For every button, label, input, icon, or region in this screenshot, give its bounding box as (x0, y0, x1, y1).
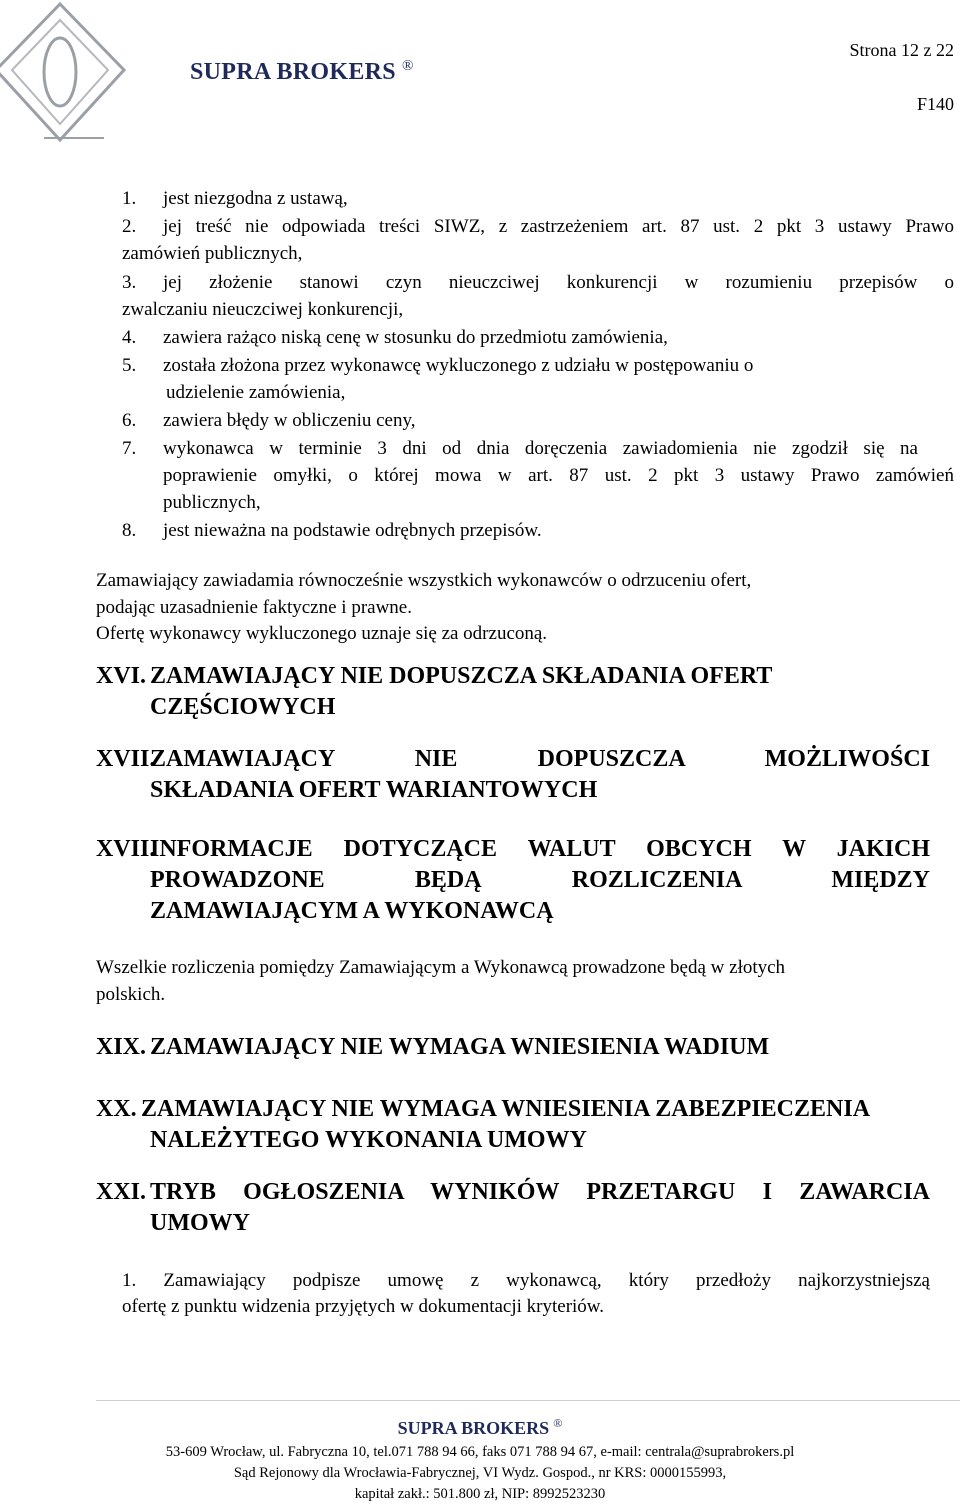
list-item: jej treść nie odpowiada treści SIWZ, z zastrzeżeniem art. 87 ust. 2 pkt 3 ustawy Prawo (163, 216, 954, 237)
list-item-cont: publicznych, (163, 492, 261, 513)
section-title: ZAMAWIAJĄCY NIE DOPUSZCZA SKŁADANIA OFERT (150, 663, 773, 689)
footer-brand: SUPRA BROKERS ® (397, 1416, 563, 1438)
section-heading-xvi (96, 661, 956, 723)
section-number: XXI. (96, 1179, 147, 1205)
section-heading-xvii-b (96, 834, 956, 928)
section-title-cont: ZAMAWIAJĄCYM A WYKONAWCĄ (150, 898, 554, 924)
list-item: zawiera błędy w obliczeniu ceny, (163, 410, 416, 431)
list-item: zawiera rażąco niską cenę w stosunku do przedmiotu zamówienia, (163, 327, 668, 348)
paragraph-line: podając uzasadnienie faktyczne i prawne. (96, 597, 412, 618)
section-heading-xx (96, 1094, 956, 1156)
list-item: jej złożenie stanowi czyn nieuczciwej konkurencji w rozumieniu przepisów o (163, 272, 954, 293)
list-number: 4. (122, 327, 137, 348)
footer-capital: kapitał zakł.: 501.800 zł, NIP: 8992523230 (354, 1486, 606, 1502)
footer-address: 53-609 Wrocław, ul. Fabryczna 10, tel.071 788 94 66, faks 071 788 94 67, e-mail: centrala@suprabrokers.pl (165, 1444, 795, 1460)
paragraph-line: ofertę z punktu widzenia przyjętych w dokumentacji kryteriów. (122, 1296, 605, 1317)
paragraph-line: Wszelkie rozliczenia pomiędzy Zamawiającym a Wykonawcą prowadzone będą w złotych (96, 957, 786, 978)
section-number: XIX. (96, 1034, 147, 1060)
list-number: 2. (122, 216, 137, 237)
section-title: INFORMACJE DOTYCZĄCE WALUT OBCYCH W JAKICH (150, 836, 930, 862)
section-number: XX. (96, 1096, 137, 1122)
list-item-cont: poprawienie omyłki, o której mowa w art. 87 ust. 2 pkt 3 ustawy Prawo zamówień (163, 465, 954, 486)
section-heading-xvii-a (96, 744, 956, 806)
section-title-cont: NALEŻYTEGO WYKONANIA UMOWY (150, 1127, 587, 1153)
list-number: 5. (122, 355, 137, 376)
list-item: jest nieważna na podstawie odrębnych przepisów. (163, 520, 542, 541)
page-number: Strona 12 z 22 (849, 40, 954, 60)
paragraph-line: polskich. (96, 984, 166, 1005)
section-title: TRYB OGŁOSZENIA WYNIKÓW PRZETARGU I ZAWARCIA (150, 1179, 930, 1205)
section-number: XVII. (96, 746, 156, 772)
list-number: 7. (122, 438, 137, 459)
footer-divider (96, 1400, 960, 1401)
list-item-cont: zwalczaniu nieuczciwej konkurencji, (122, 299, 404, 320)
paragraph-line: 1. Zamawiający podpisze umowę z wykonawcą, który przedłoży najkorzystniejszą (122, 1270, 930, 1291)
section-heading-xxi (96, 1177, 956, 1239)
section-title: ZAMAWIAJĄCY NIE WYMAGA WNIESIENIA WADIUM (150, 1034, 770, 1060)
list-number: 8. (122, 520, 137, 541)
document-code: F140 (916, 94, 954, 114)
paragraph-line: Ofertę wykonawcy wykluczonego uznaje się za odrzuconą. (96, 623, 548, 644)
section-number: XVI. (96, 663, 147, 689)
section-title-cont: PROWADZONE BĘDĄ ROZLICZENIA MIĘDZY (150, 867, 930, 893)
section-heading-xix (96, 1032, 956, 1063)
header-brand: SUPRA BROKERS ® (190, 58, 414, 85)
list-number: 3. (122, 272, 137, 293)
list-number: 1. (122, 188, 137, 209)
section-title-cont: SKŁADANIA OFERT WARIANTOWYCH (150, 777, 598, 803)
section-title: ZAMAWIAJĄCY NIE DOPUSZCZA MOŻLIWOŚCI (150, 746, 930, 772)
paragraph-line: Zamawiający zawiadamia równocześnie wszystkich wykonawców o odrzuceniu ofert, (96, 570, 752, 591)
section-title-cont: CZĘŚCIOWYCH (150, 694, 336, 720)
footer-court: Sąd Rejonowy dla Wrocławia-Fabrycznej, VI Wydz. Gospod., nr KRS: 0000155993, (233, 1465, 727, 1481)
list-item: jest niezgodna z ustawą, (163, 188, 348, 209)
section-title: ZAMAWIAJĄCY NIE WYMAGA WNIESIENIA ZABEZPIECZENIA (141, 1096, 871, 1122)
list-item: wykonawca w terminie 3 dni od dnia doręczenia zawiadomienia nie zgodził się na (163, 438, 918, 459)
list-item-cont: udzielenie zamówienia, (166, 382, 346, 403)
list-item: została złożona przez wykonawcę wykluczonego z udziału w postępowaniu o (163, 355, 754, 376)
list-number: 6. (122, 410, 137, 431)
section-number: XVII. (96, 836, 156, 862)
company-logo (0, 0, 160, 150)
section-title-cont: UMOWY (150, 1210, 250, 1236)
list-item-cont: zamówień publicznych, (122, 243, 303, 264)
